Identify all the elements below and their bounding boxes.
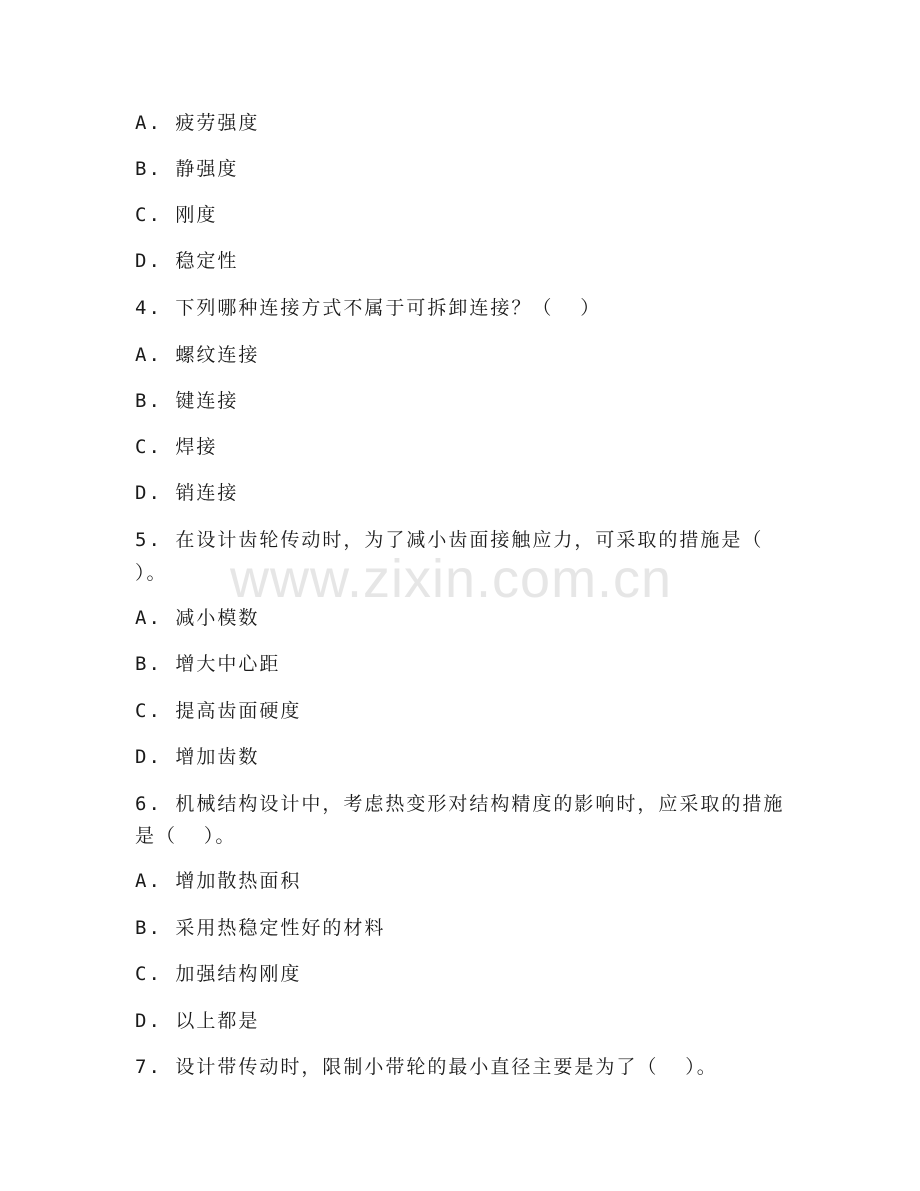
question-6-line-2: 是（ ）。 (135, 825, 237, 847)
option-a-q6: A. 增加散热面积 (135, 870, 302, 892)
question-4: 4. 下列哪种连接方式不属于可拆卸连接？（ ） (135, 297, 602, 319)
option-b-q6: B. 采用热稳定性好的材料 (135, 917, 386, 939)
option-c-q4: C. 焊接 (135, 436, 218, 458)
option-b-q4: B. 键连接 (135, 390, 239, 412)
option-d-q3: D. 稳定性 (135, 250, 239, 272)
option-d-q6: D. 以上都是 (135, 1010, 260, 1032)
option-c-q3: C. 刚度 (135, 204, 218, 226)
question-6-line-1: 6. 机械结构设计中，考虑热变形对结构精度的影响时，应采取的措施 (135, 793, 785, 815)
option-d-q5: D. 增加齿数 (135, 746, 260, 768)
option-a-q5: A. 减小模数 (135, 607, 260, 629)
question-5-line-2: ）。 (135, 562, 168, 584)
option-b-q5: B. 增大中心距 (135, 653, 281, 675)
option-c-q5: C. 提高齿面硬度 (135, 700, 302, 722)
option-a-q4: A. 螺纹连接 (135, 344, 260, 366)
option-c-q6: C. 加强结构刚度 (135, 963, 302, 985)
watermark: www.zixin.com.cn (230, 549, 673, 609)
option-d-q4: D. 销连接 (135, 482, 239, 504)
question-5-line-1: 5. 在设计齿轮传动时，为了减小齿面接触应力，可采取的措施是（ (135, 529, 764, 551)
question-7: 7. 设计带传动时，限制小带轮的最小直径主要是为了（ ）。 (135, 1056, 718, 1078)
option-a-q3: A. 疲劳强度 (135, 112, 260, 134)
option-b-q3: B. 静强度 (135, 158, 239, 180)
